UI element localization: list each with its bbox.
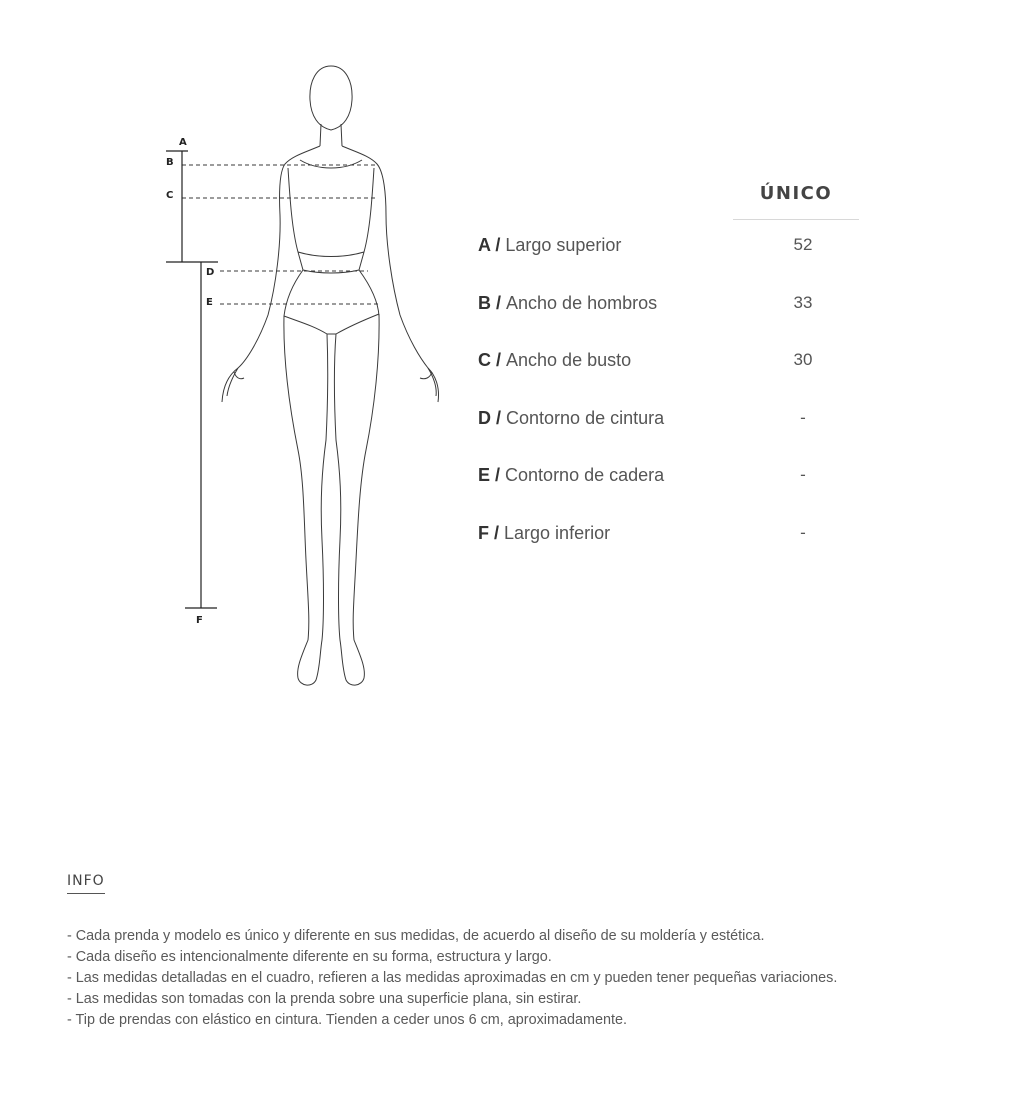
mannequin-left-arm: [222, 146, 320, 402]
measure-value: -: [800, 465, 806, 484]
measure-label: E / Contorno de cadera: [478, 465, 665, 485]
measure-label: F / Largo inferior: [478, 523, 611, 543]
measure-row-c: [478, 350, 878, 376]
measure-label: D / Contorno de cintura: [478, 408, 665, 428]
mannequin-briefs: [284, 314, 379, 334]
measurement-rulers: [166, 151, 218, 608]
info-heading-underline: [67, 893, 105, 894]
marker-e: E: [206, 297, 213, 308]
mannequin-right-leg: [335, 314, 380, 685]
marker-b: B: [166, 157, 174, 168]
marker-f: F: [196, 615, 203, 626]
info-list: [67, 926, 837, 1031]
mannequin-waistband: [298, 252, 364, 273]
measure-row-f: [478, 523, 878, 549]
marker-a: A: [179, 137, 187, 148]
mannequin-torso-sides: [284, 270, 379, 316]
measure-label: C / Ancho de busto: [478, 350, 632, 370]
measure-value: 52: [793, 235, 813, 254]
mannequin-head: [310, 66, 352, 130]
info-item: - Las medidas son tomadas con la prenda sobre una superficie plana, sin estirar.: [67, 991, 582, 1007]
measure-label: A / Largo superior: [478, 235, 622, 255]
info-item: - Las medidas detalladas en el cuadro, refieren a las medidas aproximadas en cm y pueden tener pequeñas variaciones.: [67, 970, 838, 986]
info-item: - Tip de prendas con elástico en cintura. Tienden a ceder unos 6 cm, aproximadamente.: [67, 1012, 627, 1028]
mannequin-left-leg: [284, 316, 328, 685]
measure-row-e: [478, 465, 878, 491]
measure-label: B / Ancho de hombros: [478, 293, 658, 313]
measure-value: -: [800, 523, 806, 542]
info-item: - Cada prenda y modelo es único y diferente en sus medidas, de acuerdo al diseño de su moldería y estética.: [67, 928, 765, 944]
marker-d: D: [206, 267, 215, 278]
size-column-header: ÚNICO: [759, 183, 833, 204]
measure-row-d: [478, 408, 878, 434]
mannequin-top-neckline: [300, 160, 362, 168]
mannequin-inner-arms: [288, 168, 374, 252]
mannequin-left-hand: [227, 368, 244, 396]
info-item: - Cada diseño es intencionalmente diferente en su forma, estructura y largo.: [67, 949, 552, 965]
marker-c: C: [166, 190, 174, 201]
measure-row-b: [478, 293, 878, 319]
mannequin-right-hand: [420, 368, 436, 396]
measure-row-a: [478, 235, 878, 261]
measurement-guides: [182, 165, 380, 304]
measure-value: 30: [793, 350, 813, 369]
measure-value: 33: [793, 293, 813, 312]
mannequin-right-arm: [342, 146, 439, 402]
info-heading: INFO: [67, 873, 105, 889]
measure-value: -: [800, 408, 806, 427]
mannequin-outline: [222, 66, 439, 685]
size-header-divider: [733, 219, 859, 220]
